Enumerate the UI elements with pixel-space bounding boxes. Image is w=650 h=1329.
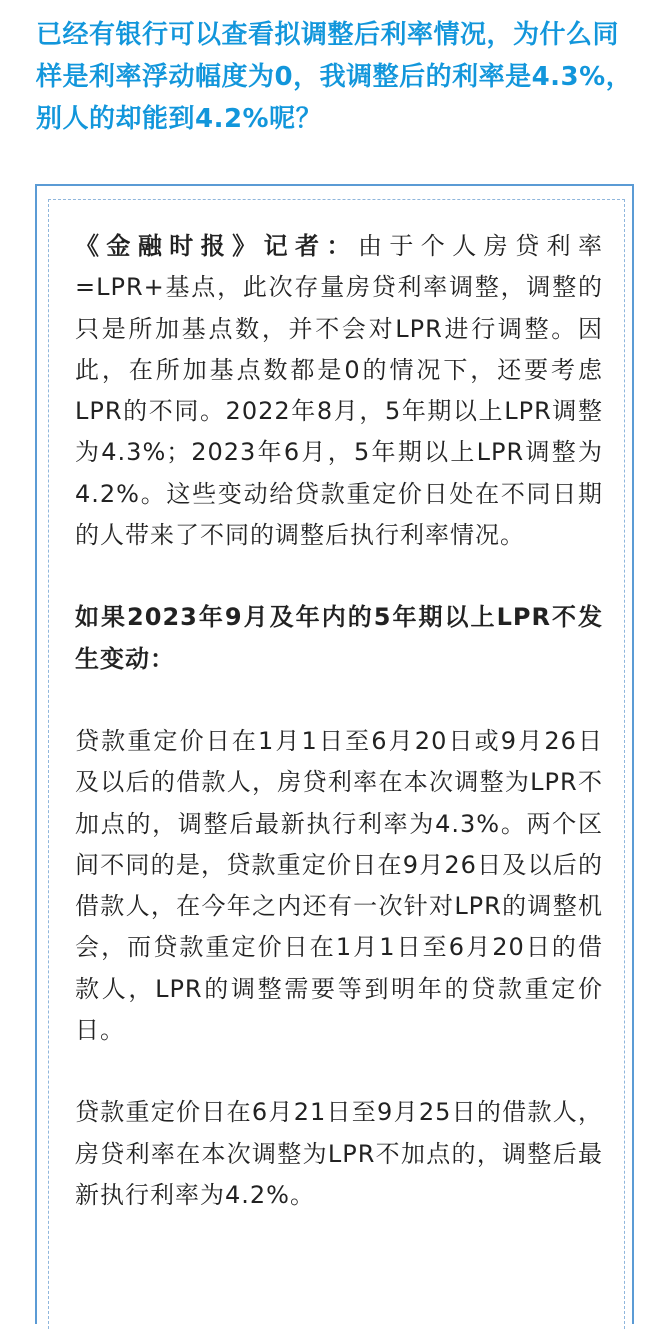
answer-content [75,226,603,1257]
answer-paragraph-intro [75,226,603,556]
question-heading: 已经有银行可以查看拟调整后利率情况，为什么同样是利率浮动幅度为0，我调整后的利率是4.3%，别人的却能到4.2%呢？ [36,20,633,134]
answer-paragraph-2: 贷款重定价日在1月1日至6月20日或9月26日及以后的借款人，房贷利率在本次调整为LPR不加点的，调整后最新执行利率为4.3%。两个区间不同的是，贷款重定价日在9月26日及以后的借款人，在今年之内还有一次针对LPR的调整机会，而贷款重定价日在1月1日至6月20日的借款人，LPR的调整需要等到明年的贷款重定价日。 [75,726,603,1045]
answer-paragraph-1: 由于个人房贷利率=LPR+基点，此次存量房贷利率调整，调整的只是所加基点数，并不会对LPR进行调整。因此，在所加基点数都是0的情况下，还要考虑LPR的不同。2022年8月，5年期以上LPR调整为4.3%；2023年6月，5年期以上LPR调整为4.2%。这些变动给贷款重定价日处在不同日期的人带来了不同的调整后执行利率情况。 [75,232,603,550]
scenario-subheading: 如果2023年9月及年内的5年期以上LPR不发生变动： [75,603,603,673]
answer-paragraph-3: 贷款重定价日在6月21日至9月25日的借款人，房贷利率在本次调整为LPR不加点的，调整后最新执行利率为4.2%。 [75,1098,603,1209]
source-label: 《金融时报》记者： [75,232,358,260]
